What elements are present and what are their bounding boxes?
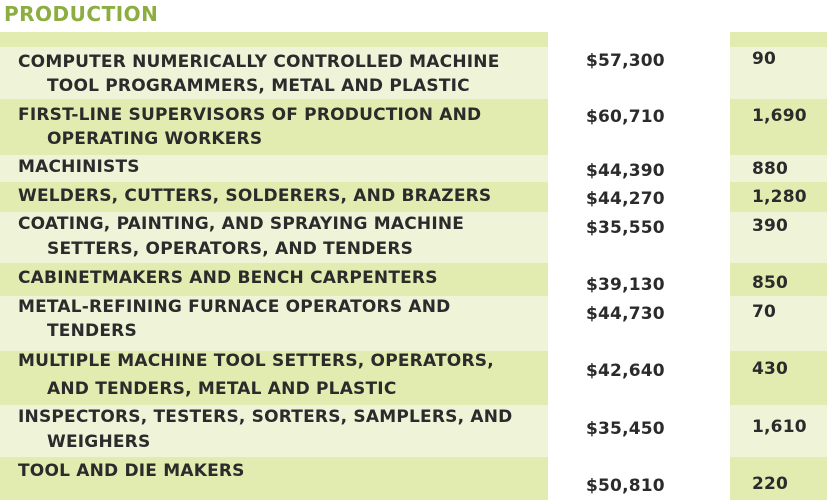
occupation-label: METAL-REFINING FURNACE OPERATORS AND bbox=[18, 297, 451, 317]
employment-count: 430 bbox=[752, 359, 789, 379]
median-wage: $42,640 bbox=[586, 361, 665, 381]
occupation-label: MACHINISTS bbox=[18, 157, 140, 177]
employment-count: 70 bbox=[752, 302, 777, 322]
employment-count: 880 bbox=[752, 159, 789, 179]
median-wage: $57,300 bbox=[586, 51, 665, 71]
median-wage: $35,450 bbox=[586, 419, 665, 439]
median-wage: $44,270 bbox=[586, 189, 665, 209]
median-wage: $50,810 bbox=[586, 476, 665, 496]
median-wage: $39,130 bbox=[586, 275, 665, 295]
occupation-label: MULTIPLE MACHINE TOOL SETTERS, OPERATORS, bbox=[18, 351, 494, 371]
employment-count: 90 bbox=[752, 49, 777, 69]
occupation-label: COATING, PAINTING, AND SPRAYING MACHINE bbox=[18, 214, 465, 234]
section-title: PRODUCTION bbox=[4, 2, 159, 26]
median-wage: $35,550 bbox=[586, 218, 665, 238]
occupation-label: INSPECTORS, TESTERS, SORTERS, SAMPLERS, AND bbox=[18, 407, 513, 427]
occupation-label-cont: TENDERS bbox=[47, 321, 137, 341]
occupation-label: WELDERS, CUTTERS, SOLDERERS, AND BRAZERS bbox=[18, 186, 492, 206]
occupation-label: TOOL AND DIE MAKERS bbox=[18, 461, 245, 481]
employment-count: 390 bbox=[752, 216, 789, 236]
employment-count: 1,690 bbox=[752, 106, 807, 126]
header-band-number bbox=[730, 32, 827, 47]
occupation-label-cont: SETTERS, OPERATORS, AND TENDERS bbox=[47, 239, 414, 259]
occupation-label-cont: AND TENDERS, METAL AND PLASTIC bbox=[47, 379, 397, 399]
employment-count: 850 bbox=[752, 273, 789, 293]
median-wage: $44,730 bbox=[586, 304, 665, 324]
occupation-label: COMPUTER NUMERICALLY CONTROLLED MACHINE bbox=[18, 52, 500, 72]
occupation-label-cont: OPERATING WORKERS bbox=[47, 129, 263, 149]
median-wage: $44,390 bbox=[586, 161, 665, 181]
employment-cell bbox=[730, 296, 827, 351]
occupation-label-cont: TOOL PROGRAMMERS, METAL AND PLASTIC bbox=[47, 76, 470, 96]
employment-cell bbox=[730, 47, 827, 99]
occupation-label: CABINETMAKERS AND BENCH CARPENTERS bbox=[18, 268, 438, 288]
header-band-occupation bbox=[0, 32, 548, 47]
employment-count: 220 bbox=[752, 474, 789, 494]
employment-count: 1,610 bbox=[752, 417, 807, 437]
occupation-label-cont: WEIGHERS bbox=[47, 432, 151, 452]
employment-count: 1,280 bbox=[752, 187, 807, 207]
occupation-label: FIRST-LINE SUPERVISORS OF PRODUCTION AND bbox=[18, 105, 482, 125]
median-wage: $60,710 bbox=[586, 107, 665, 127]
